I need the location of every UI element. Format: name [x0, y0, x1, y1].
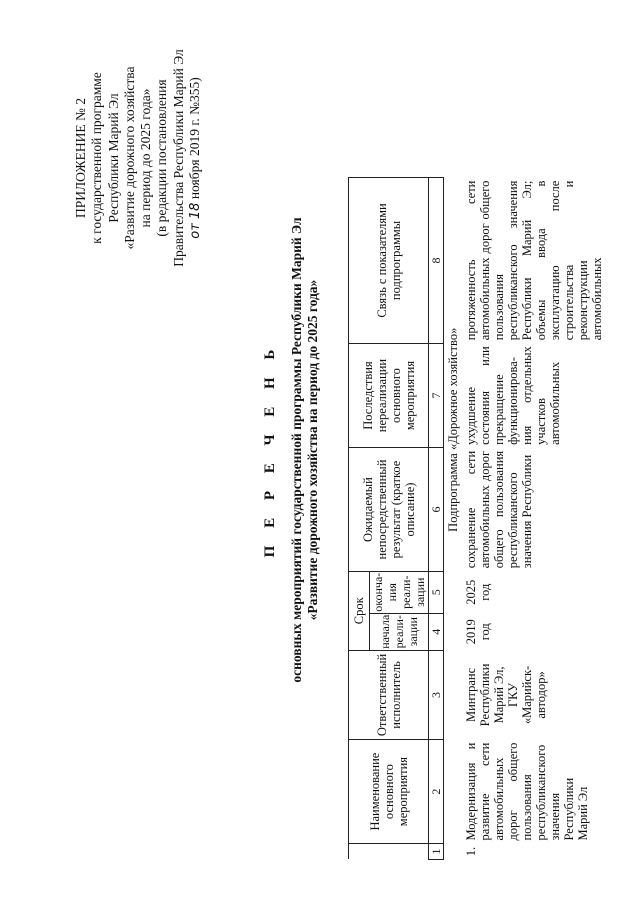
page-title: П Е Р Е Ч Е Н Ь	[262, 342, 278, 558]
appendix-line: к государственной программе	[89, 72, 105, 244]
row-end: 2025 год	[464, 579, 492, 605]
appendix-line: ПРИЛОЖЕНИЕ № 2	[73, 97, 88, 219]
document-title	[262, 65, 321, 835]
subprogram-row	[444, 0, 463, 860]
title-line: основных мероприятий государственной программы Республики Марий Эл	[289, 217, 304, 683]
column-number: 6	[429, 448, 444, 571]
row-number: 1.	[464, 846, 478, 857]
title-line: «Развитие дорожного хозяйства на период до 2025 года»	[305, 279, 320, 621]
header-term: Срок	[349, 571, 370, 650]
row-consequences: ухудшение состояния или прекращение функционирова-ния отдельных участков автомобильных	[464, 346, 562, 445]
row-name: Модернизация и развитие сети автомобильных дорог общего пользования республиканского значения Республики Марий Эл	[464, 742, 590, 841]
header-name: Наименование основного мероприятия	[349, 740, 429, 844]
row-spare	[462, 0, 639, 178]
row-result: сохранение сети автомобильных дорог общего пользования республиканского значения Республики	[464, 450, 534, 569]
column-number-spare	[429, 0, 444, 178]
row-executor: Минтранс Республики Марий Эл, ГКУ «Марийск-автодор»	[464, 663, 548, 727]
header-number-cell	[349, 844, 429, 860]
appendix-date-rest: ноября 2019 г. №355)	[187, 77, 203, 200]
appendix-line: Правительства Республики Марий Эл	[170, 49, 186, 267]
row-link: протяженность сети автомобильных дорог общего пользования республиканского значения Республики Марий Эл; объемы ввода в эксплуатацию после строительства и реконструкции автомобильных	[464, 180, 604, 341]
column-number: 1	[429, 844, 444, 860]
header-end: оконча-ния реали-зации	[371, 572, 427, 612]
header-start: начала реали-зации	[370, 613, 429, 650]
header-row	[349, 0, 370, 860]
appendix-date-line	[187, 33, 204, 283]
header-link: Связь с показателями подпрограммы	[349, 178, 429, 344]
measures-table	[348, 0, 639, 860]
header-spare	[349, 0, 429, 178]
column-number: 8	[429, 178, 444, 344]
appendix-line: на период до 2025 года»	[138, 88, 154, 228]
appendix-note	[73, 33, 204, 283]
appendix-date-day: от 18	[188, 202, 204, 239]
header-executor: Ответственный исполнитель	[349, 650, 429, 739]
subprogram-title: Подпрограмма «Дорожное хозяйство»	[446, 327, 460, 532]
header-consequences: Последствия нереализации основного мероприятия	[349, 343, 429, 448]
column-number-row	[429, 0, 444, 860]
column-number: 2	[429, 740, 444, 844]
column-number: 4	[429, 613, 444, 650]
column-number: 7	[429, 343, 444, 448]
row-start: 2019 год	[464, 619, 492, 645]
table-row	[462, 0, 639, 860]
column-number: 5	[429, 571, 444, 613]
column-number: 3	[429, 650, 444, 739]
appendix-line: (в редакции постановления	[154, 79, 170, 237]
appendix-line: Республики Марий Эл	[105, 93, 121, 223]
header-result: Ожидаемый непосредственный результат (краткое описание)	[349, 448, 429, 571]
appendix-line: «Развитие дорожного хозяйства	[121, 66, 137, 250]
